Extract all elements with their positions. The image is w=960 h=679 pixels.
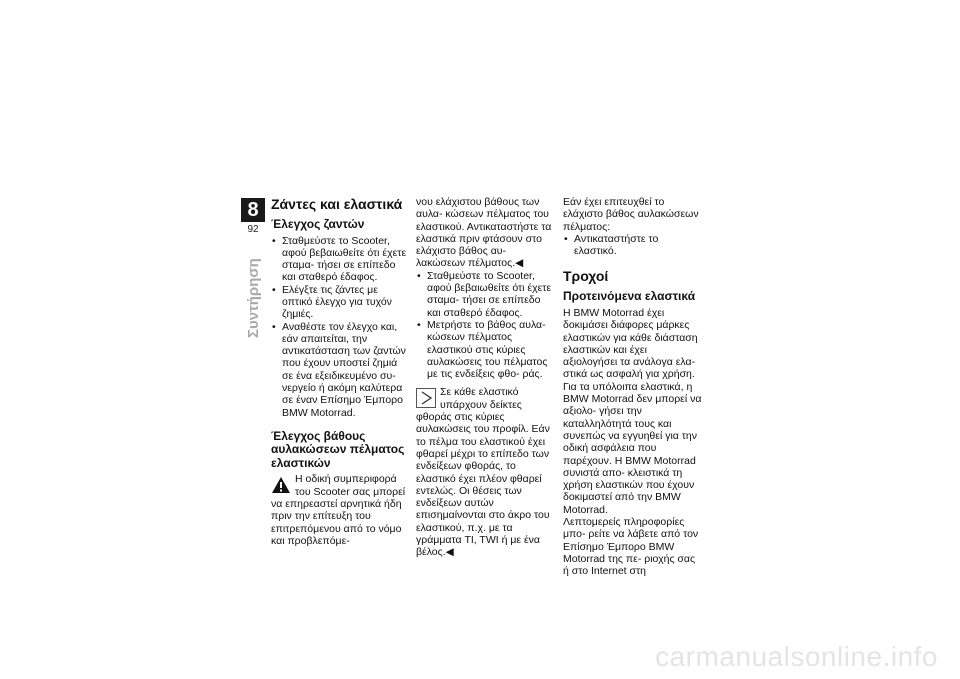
note-paragraph (416, 386, 554, 558)
warning-triangle-icon (271, 476, 291, 494)
tread-depth-heading: Έλεγχος βάθους αυλακώσεων πέλματος ελαστικών (271, 428, 405, 470)
tread-intro-paragraph: νου ελάχιστου βάθους των αυλα- κώσεων πέλματος του ελαστικού. Αντικαταστήστε τα ελαστικά πριν φτάσουν στο ελάχιστο βάθος αυ- λακώσεων πέλματος.◀ (416, 196, 552, 270)
list-item: • Σταθμεύστε το Scooter, αφού βεβαιωθείτε ότι έχετε σταμα- τήσει σε επίπεδο και σταθερό έδαφος. (271, 235, 409, 284)
watermark: carmanualsonline.info (655, 641, 938, 672)
note-text: Σε κάθε ελαστικό υπάρχουν δείκτες φθοράς στις κύριες αυλακώσεις του προφίλ. Εάν το πέλμα του ελαστικού έχει φθαρεί μέχρι το επίπεδο των ενδείξεων φθοράς, το ελαστικό έχει πλέον φθαρεί εντελώς. Οι θέσεις των ενδείξεων αυτών επισημαίνονται στο άκρο του ελαστικού, π.χ. με τα γράμματα TI, TWI ή με ένα βέλος.◀ (416, 386, 550, 559)
chapter-number-box (241, 198, 265, 222)
details-paragraph: Λεπτομερείς πληροφορίες μπο- ρείτε να λάβετε από τον Επίσημο Έμπορο BMW Motorrad της πε- ριοχής σας ή στο Internet στη (563, 516, 699, 578)
list-item: • Ελέγξτε τις ζάντες με οπτικό έλεγχο για τυχόν ζημιές. (271, 284, 409, 321)
recommended-tyres-heading: Προτεινόμενα ελαστικά (563, 289, 696, 304)
page-number: 92 (247, 224, 259, 235)
note-triangle-icon (416, 388, 436, 408)
list-item: • Μετρήστε το βάθος αυλα- κώσεων πέλματος ελαστικού στις κύριες αυλακώσεις του πέλματος με τις ενδείξεις φθο- ράς. (416, 319, 554, 380)
list-item: • Αντικαταστήστε το ελαστικό. (563, 233, 703, 258)
column-3 (563, 196, 703, 578)
wheels-title: Τροχοί (563, 268, 609, 285)
min-depth-intro: Εάν έχει επιτευχθεί το ελάχιστο βάθος αυλακώσεων πέλματος: (563, 196, 699, 233)
tread-measure-list (416, 270, 554, 381)
replace-list (563, 233, 703, 258)
list-item: • Σταθμεύστε το Scooter, αφού βεβαιωθείτε ότι έχετε σταμα- τήσει σε επίπεδο και σταθερό έδαφος. (416, 270, 554, 319)
recommended-tyres-body: Η BMW Motorrad έχει δοκιμάσει διάφορες μάρκες ελαστικών για κάθε διάσταση ελαστικών και έχει αξιολογήσει τα ανάλογα ελα- στικά ως ασφαλή για χρήση. Για τα υπόλοιπα ελαστικά, η BMW Motorrad δεν μπορεί να αξιολο- γήσει την καταλληλότητά τους και συνεπώς να εγγυηθεί για την οδική ασφάλεια που παρέχουν. Η BMW Motorrad συνιστά απο- κλειστικά τη χρήση ελαστικών που έχουν δοκιμαστεί από την BMW Motorrad. (563, 306, 702, 516)
rim-check-heading: Έλεγχος ζαντών (271, 217, 365, 231)
column-2 (416, 196, 554, 559)
warning-text: Η οδική συμπεριφορά του Scooter σας μπορεί να επηρεαστεί αρνητικά ήδη πριν την επίτευξη του επιτρεπόμενου από το νόμο και προβλεπόμε- (271, 473, 406, 547)
section-label-text: Συντήρηση (245, 258, 262, 338)
warning-paragraph (271, 473, 409, 547)
chapter-number: 8 (247, 198, 259, 221)
list-item: • Αναθέστε τον έλεγχο και, εάν απαιτείται, την αντικατάσταση των ζαντών που έχουν υποστεί ζημιά σε ένα εξειδικευμένο συ- νεργείο ή ακόμη καλύτερα σε έναν Επίσημο Έμπορο BMW Motorrad. (271, 321, 409, 419)
column-1 (271, 196, 409, 547)
rims-tyres-title: Ζάντες και ελαστικά (271, 196, 403, 212)
rim-check-list (271, 235, 409, 419)
